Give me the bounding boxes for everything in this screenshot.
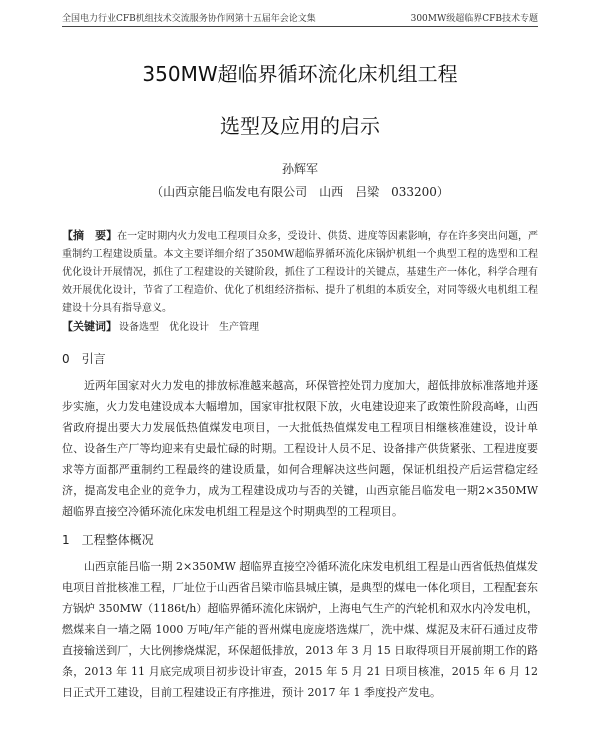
header-left: 全国电力行业CFB机组技术交流服务协作网第十五届年会论文集	[62, 14, 316, 24]
section-body-intro: 近两年国家对火力发电的排放标准越来越高，环保管控处罚力度加大，超低排放标准落地并逐步实施，火力发电建设成本大幅增加，国家审批权限下放，火电建设迎来了政策性阶段高峰，山西省政府提出要大力发展低热值煤发电项目，一大批低热值煤发电工程项目相继核准建设，设计单位、设备生产厂等均迎来有史最忙碌的时期。工程设计人员不足、设备排产供货紧张、工程进度要求等方面都严重制约工程最终的建设质量，如何合理解决这些问题，保证机组投产后运营稳定经济，提高发电企业的竞争力，成为工程建设成功与否的关键，山西京能吕临发电一期2×350MW超临界直接空冷循环流化床发电机组工程是这个时期典型的工程项目。	[62, 379, 538, 518]
title-line-2: 选型及应用的启示	[220, 114, 380, 138]
section-heading-intro: 0 引言	[62, 352, 106, 366]
header-right: 300MW级超临界CFB技术专题	[410, 14, 538, 24]
keywords-label: 【关键词】	[62, 320, 117, 333]
keywords	[62, 318, 538, 337]
page-body	[62, 60, 538, 703]
abstract	[62, 227, 538, 318]
section-heading-overview: 1 工程整体概况	[62, 533, 154, 547]
abstract-text: 在一定时期内火力发电工程项目众多，受设计、供货、进度等因素影响，存在许多突出问题，严重制约工程建设质量。本文主要详细介绍了350MW超临界循环流化床锅炉机组一个典型工程的选型和工程优化设计开展情况，抓住了工程建设的关键阶段，抓住了工程设计的关键点，基建生产一体化，科学合理有效开展优化设计，节省了工程造价、优化了机组经济指标、提升了机组的本质安全，对同等级火电机组工程建设十分具有指导意义。	[62, 231, 539, 314]
abstract-label: 【摘 要】	[62, 229, 118, 242]
keywords-text: 设备选型 优化设计 生产管理	[119, 322, 259, 333]
author: 孙辉军	[281, 162, 318, 176]
affiliation: （山西京能吕临发电有限公司 山西 吕梁 033200）	[151, 185, 449, 199]
section-body-overview: 山西京能吕临一期 2×350MW 超临界直接空冷循环流化床发电机组工程是山西省低热值煤发电项目首批核准工程，厂址位于山西省吕梁市临县城庄镇，是典型的煤电一体化项目，工程配套东方锅炉 350MW（1186t/h）超临界循环流化床锅炉，上海电气生产的汽轮机和双水内冷发电机，燃煤来自一墙之隔 1000 万吨/年产能的晋州煤电庞庞塔选煤厂，洗中煤、煤泥及末矸石通过皮带直接输送到厂，大比例掺烧煤泥，环保超低排放，2013 年 3 月 15 日取得项目开展前期工作的路条，2013 年 11 月底完成项目初步设计审查，2015 年 5 月 21 日项目核准，2015 年 6 月 12 日正式开工建设，目前工程建设正有序推进，预计 2017 年 1 季度投产发电。	[62, 560, 538, 699]
running-header	[62, 8, 538, 27]
title-line-1: 350MW超临界循环流化床机组工程	[142, 62, 458, 86]
